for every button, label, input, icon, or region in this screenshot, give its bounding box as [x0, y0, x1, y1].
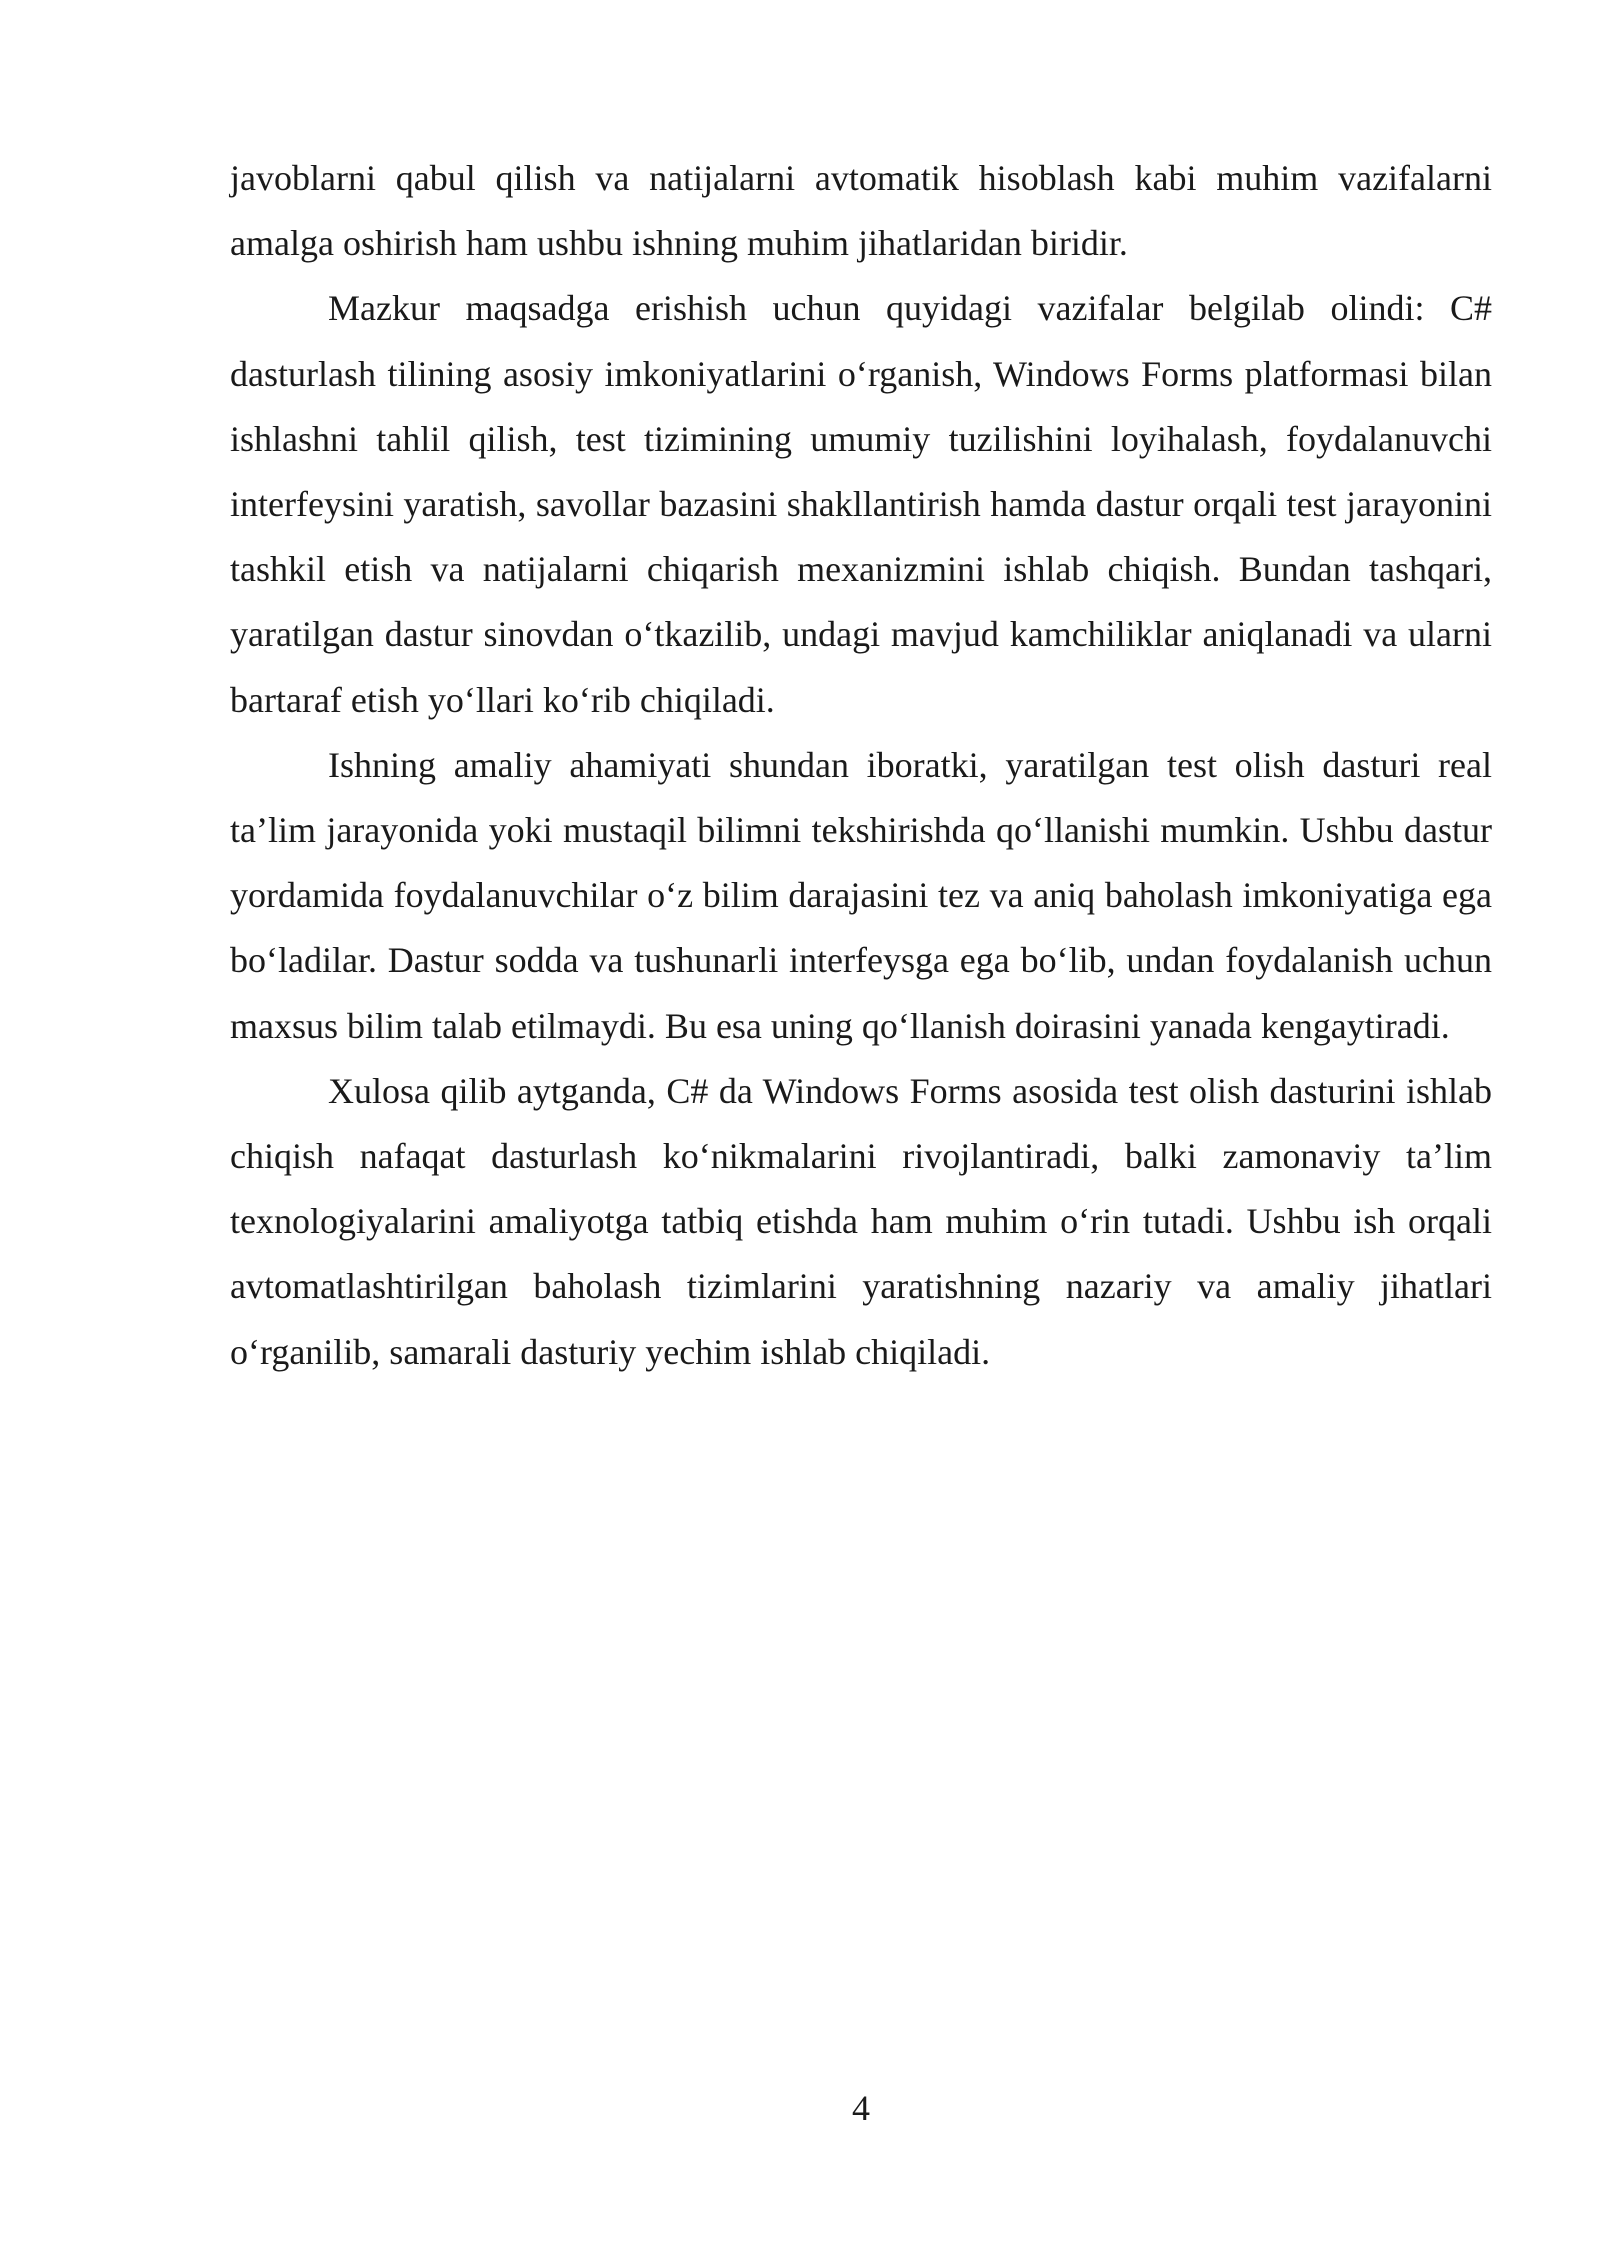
page-number: 4 [852, 2088, 870, 2128]
paragraph-tasks: Mazkur maqsadga erishish uchun quyidagi vazifalar belgilab olindi: C# dasturlash tilining asosiy imkoniyatlarini o‘rganish, Windows Forms platformasi bilan ishlashni tahlil qilish, test tizimining umumiy tuzilishini loyihalash, foydalanuvchi interfeysini yaratish, savollar bazasini shakllantirish hamda dastur orqali test jarayonini tashkil etish va natijalarni chiqarish mexanizmini ishlab chiqish. Bundan tashqari, yaratilgan dastur sinovdan o‘tkazilib, undagi mavjud kamchiliklar aniqlanadi va ularni bartaraf etish yo‘llari ko‘rib chiqiladi. [230, 288, 1492, 720]
paragraph-continuation: javoblarni qabul qilish va natijalarni avtomatik hisoblash kabi muhim vazifalarni amalga oshirish ham ushbu ishning muhim jihatlaridan biridir. [230, 158, 1492, 264]
paragraph-conclusion: Xulosa qilib aytganda, C# da Windows Forms asosida test olish dasturini ishlab chiqish nafaqat dasturlash ko‘nikmalarini rivojlantiradi, balki zamonaviy ta’lim texnologiyalarini amaliyotga tatbiq etishda ham muhim o‘rin tutadi. Ushbu ish orqali avtomatlashtirilgan baholash tizimlarini yaratishning nazariy va amaliy jihatlari o‘rganilib, samarali dasturiy yechim ishlab chiqiladi. [230, 1070, 1492, 1372]
body-text [230, 146, 1492, 1385]
paragraph-practical-significance: Ishning amaliy ahamiyati shundan iboratki, yaratilgan test olish dasturi real ta’lim jarayonida yoki mustaqil bilimni tekshirishda qo‘llanishi mumkin. Ushbu dastur yordamida foydalanuvchilar o‘z bilim darajasini tez va aniq baholash imkoniyatiga ega bo‘ladilar. Dastur sodda va tushunarli interfeysga ega bo‘lib, undan foydalanish uchun maxsus bilim talab etilmaydi. Bu esa uning qo‘llanish doirasini yanada kengaytiradi. [230, 744, 1492, 1046]
